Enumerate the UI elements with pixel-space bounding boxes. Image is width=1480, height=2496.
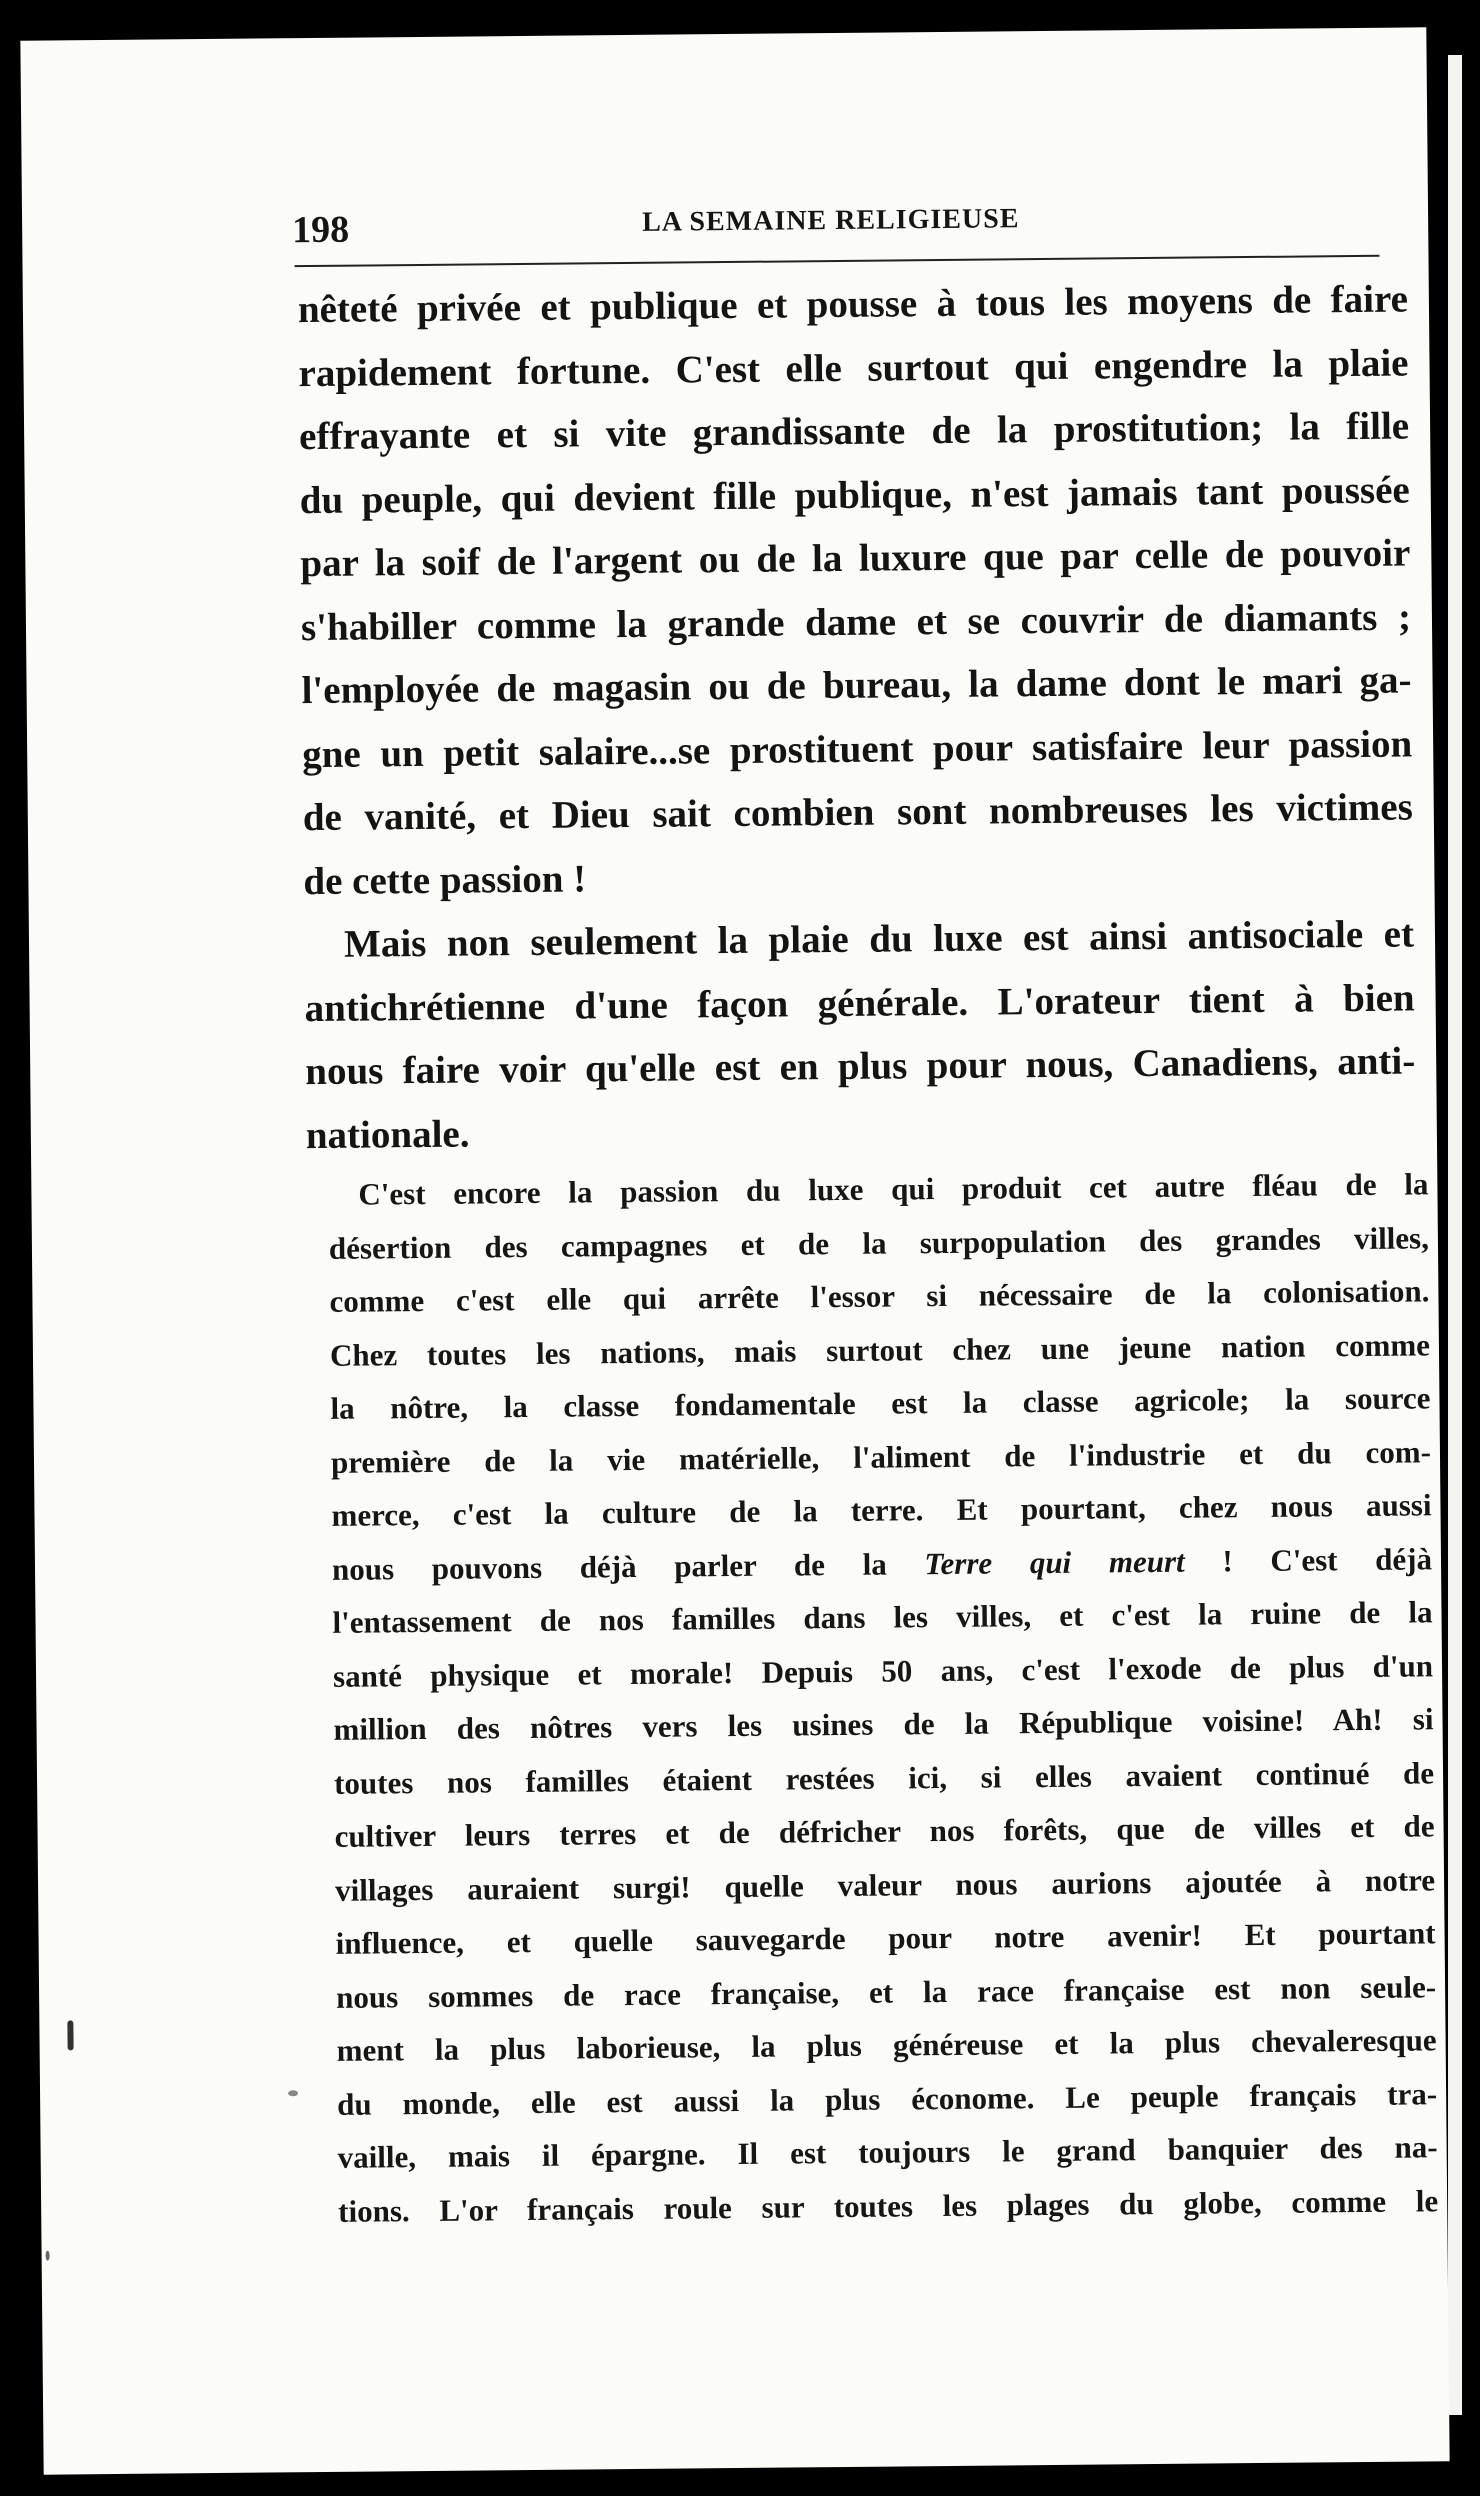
book-page	[20, 27, 1449, 2474]
ink-speck	[67, 2020, 73, 2050]
quote-line: cultiver leurs terres et de défricher nos forêts, que de villes et de	[334, 1808, 1435, 1854]
quote-line: comme c'est elle qui arrête l'essor si nécessaire de la colonisation.	[329, 1273, 1430, 1319]
text-line: nationale.	[305, 1112, 470, 1157]
page-number: 198	[291, 208, 350, 252]
text-line: nêteté privée et publique et pousse à tous les moyens de faire	[297, 277, 1409, 332]
quote-line-end: ! C'est déjà	[1184, 1540, 1433, 1579]
quote-line: C'est encore la passion du luxe qui produit cet autre fléau de la	[358, 1166, 1429, 1212]
quote-line: désertion des campagnes et de la surpopulation des grandes villes,	[328, 1219, 1430, 1266]
quote-line: toutes nos familles étaient restées ici, si elles avaient continué de	[333, 1754, 1435, 1801]
text-line: nous faire voir qu'elle est en plus pour nous, Canadiens, anti-	[305, 1039, 1416, 1094]
book-title: Terre qui meurt	[924, 1543, 1185, 1581]
text-line: de cette passion !	[303, 856, 587, 903]
quote-line: santé physique et morale! Depuis 50 ans, c'est l'exode de plus d'un	[332, 1647, 1434, 1694]
paragraph-2	[304, 902, 1416, 1167]
quote-line: villages auraient surgi! quelle valeur nous aurions ajoutée à notre	[334, 1861, 1436, 1908]
main-text	[298, 267, 1416, 1167]
next-page-edge	[1448, 55, 1462, 2415]
quote-line: la nôtre, la classe fondamentale est la classe agricole; la source	[330, 1380, 1431, 1426]
quote-line: nous sommes de race française, et la race française est non seule-	[335, 1968, 1437, 2015]
page-header	[262, 178, 1403, 252]
quote-line-start: nous pouvons déjà parler de la	[331, 1545, 925, 1587]
quote-line: première de la vie matérielle, l'aliment de l'industrie et du com-	[330, 1433, 1432, 1480]
quoted-passage	[328, 1157, 1438, 2238]
text-line: gne un petit salaire...se prostituent pour satisfaire leur passion	[302, 721, 1413, 776]
quote-line: influence, et quelle sauvegarde pour notre avenir! Et pourtant	[335, 1915, 1436, 1961]
quote-line: l'entassement de nos familles dans les villes, et c'est la ruine de la	[332, 1594, 1433, 1640]
text-line: du peuple, qui devient fille publique, n'est jamais tant poussée	[299, 467, 1410, 522]
text-line: s'habiller comme la grande dame et se couvrir de diamants ;	[300, 594, 1412, 649]
text-line: l'employée de magasin ou de bureau, la dame dont le mari ga-	[301, 658, 1412, 713]
text-line: effrayante et si vite grandissante de la prostitution; la fille	[298, 404, 1410, 459]
quote-line: du monde, elle est aussi la plus économe. Le peuple français tra-	[337, 2075, 1438, 2122]
text-line: rapidement fortune. C'est elle surtout qui engendre la plaie	[298, 340, 1409, 395]
quote-line: tions. L'or français roule sur toutes les plages du globe, comme le	[338, 2182, 1439, 2229]
ink-speck	[46, 2251, 50, 2261]
text-line: Mais non seulement la plaie du luxe est ainsi antisociale et	[343, 912, 1415, 966]
quote-line: vaille, mais il épargne. Il est toujours le grand banquier des na-	[337, 2129, 1438, 2175]
quote-line: ment la plus laborieuse, la plus généreuse et la plus chevaleresque	[336, 2022, 1437, 2068]
paragraph-1	[298, 267, 1414, 913]
quote-line: merce, c'est la culture de la terre. Et pourtant, chez nous aussi	[331, 1487, 1432, 1533]
quote-line: Chez toutes les nations, mais surtout chez une jeune nation comme	[329, 1326, 1431, 1373]
text-line: de vanité, et Dieu sait combien sont nombreuses les victimes	[302, 785, 1413, 840]
header-rule	[295, 255, 1380, 267]
text-line: antichrétienne d'une façon générale. L'orateur tient à bien	[304, 975, 1415, 1030]
text-line: par la soif de l'argent ou de la luxure que par celle de pouvoir	[300, 531, 1411, 586]
running-title: LA SEMAINE RELIGIEUSE	[641, 203, 1020, 238]
ink-speck	[288, 2090, 298, 2096]
quote-line: million des nôtres vers les usines de la République voisine! Ah! si	[333, 1701, 1434, 1747]
